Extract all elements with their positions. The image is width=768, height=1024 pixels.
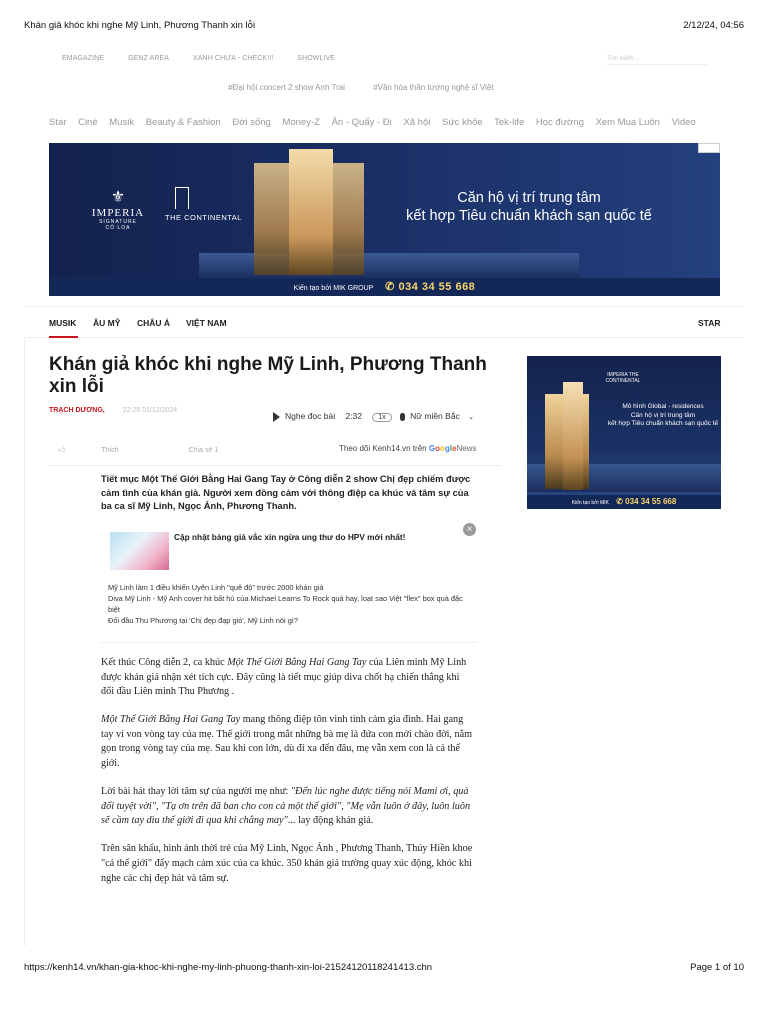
paragraph: Trên sân khấu, hình ảnh thời trẻ của Mỹ Linh, Ngọc Ánh , Phương Thanh, Thúy Hiền khoe "cả thế giới" đẩy mạch cảm xúc của ca khúc. 350 khán giả trường quay xúc động, khóc khi nghe các chị đẹp hát và tâm sự. [101, 843, 473, 884]
article-meta [49, 407, 177, 414]
song-title: Một Thế Giới Bằng Hai Gang Tay [227, 657, 367, 668]
print-datetime: 2/12/24, 04:56 [683, 20, 744, 31]
microphone-icon [400, 413, 405, 421]
hashtag-link[interactable]: #Văn hóa thần tượng nghệ sĩ Việt [373, 83, 494, 92]
banner-slogan: Căn hộ vị trí trung tâm kết hợp Tiêu chuẩn khách sạn quốc tế [406, 190, 652, 224]
print-url: https://kenh14.vn/khan-gia-khoc-khi-nghe-my-linh-phuong-thanh-xin-loi-21524120118241413.chn [24, 962, 433, 973]
related-link[interactable]: Diva Mỹ Linh - Mỹ Anh cover hit bất hủ của Michael Learns To Rock quá hay, loạt sao Việt "flex" box quà đặc biệt [108, 594, 463, 614]
audio-label: Nghe đọc bài [285, 411, 336, 421]
share-button[interactable]: Chia sẻ 1 [188, 447, 219, 454]
ad-tower-image [563, 382, 583, 490]
print-header [24, 20, 744, 34]
hashtag-link[interactable]: #Đại hội concert 2 show Anh Trai [228, 83, 345, 92]
category-hoc-duong[interactable]: Học đường [535, 117, 584, 128]
ad-logo: IMPERIA THE CONTINENTAL [605, 372, 641, 384]
article-title: Khán giả khóc khi nghe Mỹ Linh, Phương Thanh xin lỗi [49, 354, 487, 397]
related-thumbnail[interactable] [110, 532, 169, 570]
print-page-number: Page 1 of 10 [690, 962, 744, 973]
lyrics-quote: "Đến lúc nghe được tiếng nói Mami ơi, quả đổi tuyệt vời", "Tạ ơn trên đã ban cho con cả một thế giới", "Mẹ vẫn luôn ở đây, luôn luôn sẽ cầm tay dìu thế giới đi qua khi chẳng may" [101, 786, 471, 827]
section-tab-chau-a[interactable]: CHÂU Á [137, 318, 171, 328]
divider [49, 465, 501, 466]
section-nav [24, 306, 744, 338]
chevron-down-icon[interactable]: ⌄ [468, 414, 475, 421]
imperia-emblem-icon: ⚜ [110, 189, 126, 206]
print-footer [24, 962, 744, 976]
section-tab-viet-nam[interactable]: VIỆT NAM [186, 318, 227, 328]
paragraph: Kết thúc Công diễn 2, ca khúc Một Thế Giới Bằng Hai Gang Tay của Liên minh Mỹ Linh được khán giả nhận xét tích cực. Đây cũng là tiết mục giúp diva chốt hạ chiến thắng khi đối đầu Liên minh Thu Phương . [101, 657, 467, 698]
category-xa-hoi[interactable]: Xã hội [403, 117, 431, 128]
play-icon[interactable] [273, 412, 280, 422]
section-tab-musik[interactable]: MUSIK [49, 318, 77, 328]
related-links [108, 582, 473, 626]
banner-tower-image [289, 149, 333, 275]
social-actions [58, 445, 252, 454]
related-link[interactable]: Mỹ Linh làm 1 điều khiến Uyên Linh "quê độ" trước 2000 khán giả [108, 583, 324, 592]
category-star[interactable]: Star [49, 117, 67, 128]
audio-duration: 2:32 [345, 411, 363, 421]
publish-date: 22:25 01/12/2024 [122, 407, 178, 414]
google-news-follow[interactable]: Theo dõi Kenh14.vn trên GoogleNews [339, 444, 477, 453]
sidebar-ad[interactable] [527, 356, 721, 509]
ad-contact-strip: Kiến tạo bởi MIK ✆ 034 34 55 668 [527, 495, 721, 509]
banner-contact-strip: Kiến tạo bởi MIK GROUP ✆ 034 34 55 668 [49, 278, 720, 296]
audio-player [273, 411, 474, 422]
ad-text: Mô hình Global - residences Căn hộ vị trí trung tâm kết hợp Tiêu chuẩn khách sạn quốc tế [607, 403, 719, 427]
category-money-z[interactable]: Money-Z [282, 117, 320, 128]
close-icon[interactable]: × [463, 523, 476, 536]
thumbs-up-icon: 👍︎ [58, 447, 66, 454]
related-box [101, 522, 478, 642]
topnav-xanh-chua[interactable]: XANH CHƯA - CHECK!!! [193, 55, 274, 62]
related-link[interactable]: Đối đầu Thu Phương tại 'Chị đẹp đạp gió', Mỹ Linh nói gì? [108, 616, 298, 625]
imperia-logo: ⚜ IMPERIA SIGNATURE CỔ LOA [83, 187, 153, 231]
topnav-showlive[interactable]: SHOWLIVE [297, 55, 336, 62]
google-logo: Google [428, 444, 457, 453]
category-suc-khoe[interactable]: Sức khỏe [441, 117, 483, 128]
playback-speed-button[interactable]: 1x [372, 413, 391, 422]
category-xem-mua-luon[interactable]: Xem Mua Luôn [595, 117, 660, 128]
category-video[interactable]: Video [671, 117, 696, 128]
category-beauty-fashion[interactable]: Beauty & Fashion [145, 117, 221, 128]
author-name[interactable]: TRẠCH DƯƠNG, [49, 407, 105, 414]
article-body [101, 656, 474, 900]
category-tek-life[interactable]: Tek-life [494, 117, 525, 128]
related-title[interactable]: Cập nhật bảng giá vắc xin ngừa ung thư do HPV mới nhất! [174, 532, 406, 542]
hashtag-bar [228, 83, 520, 92]
divider [101, 642, 477, 643]
category-doi-song[interactable]: Đời sống [232, 117, 271, 128]
banner-phone: ✆ 034 34 55 668 [385, 281, 476, 293]
category-cine[interactable]: Ciné [78, 117, 98, 128]
continental-emblem-icon [175, 187, 189, 209]
phone-icon: ✆ [385, 281, 395, 293]
topnav-emagazine[interactable]: EMAGAZINE [62, 55, 105, 62]
print-title: Khán giả khóc khi nghe Mỹ Linh, Phương Thanh xin lỗi [24, 20, 256, 31]
column-divider [24, 338, 25, 946]
active-tab-indicator [49, 336, 78, 338]
search-input[interactable]: Tìm kiếm... [607, 55, 707, 65]
like-button[interactable]: 👍︎ Thích [58, 447, 119, 454]
ad-phone: ✆ 034 34 55 668 [616, 497, 677, 506]
ad-close-icon[interactable] [698, 143, 720, 153]
song-title: Một Thế Giới Bằng Hai Gang Tay [101, 714, 241, 726]
paragraph: Một Thế Giới Bằng Hai Gang Tay mang thông điệp tôn vinh tình cảm gia đình. Hai gang tay ví von vòng tay của mẹ. Thế giới trong mắt những bà mẹ là đứa con mới chào đời, nằm gọn trong vòng tay của mẹ. Sau khi con lớn, dù đi xa đến đâu, mẹ vẫn xem con là cả thế giới. [101, 714, 473, 770]
category-an-quay-di[interactable]: Ăn - Quẩy - Đi [331, 117, 392, 128]
category-musik[interactable]: Musik [109, 117, 135, 128]
topnav-genz-area[interactable]: GENZ AREA [128, 55, 170, 62]
voice-select[interactable]: Nữ miền Bắc [410, 411, 460, 421]
top-nav [62, 55, 357, 62]
section-tab-star[interactable]: STAR [698, 318, 721, 328]
paragraph: Lời bài hát thay lời tâm sự của người mẹ như: "Đến lúc nghe được tiếng nói Mami ơi, quả đổi tuyệt vời", "Tạ ơn trên đã ban cho con cả một thế giới", "Mẹ vẫn luôn ở đây, luôn luôn sẽ cầm tay dìu thế giới đi qua khi chẳng may"... lay động khán giả. [101, 786, 471, 827]
section-tab-au-my[interactable]: ÂU MỸ [93, 318, 121, 328]
phone-icon: ✆ [616, 497, 623, 506]
category-nav [49, 117, 705, 128]
continental-logo: THE CONTINENTAL [165, 187, 242, 222]
top-banner-ad[interactable] [49, 143, 720, 296]
article-sapo: Tiết mục Một Thế Giới Bằng Hai Gang Tay ở Công diễn 2 show Chị đẹp chiếm được cảm tình của khán giả. Người xem đồng cảm với thông điệp ca khúc và tâm sự của ba ca sĩ Mỹ Linh, Ngọc Ánh, Phương Thanh. [101, 474, 471, 511]
